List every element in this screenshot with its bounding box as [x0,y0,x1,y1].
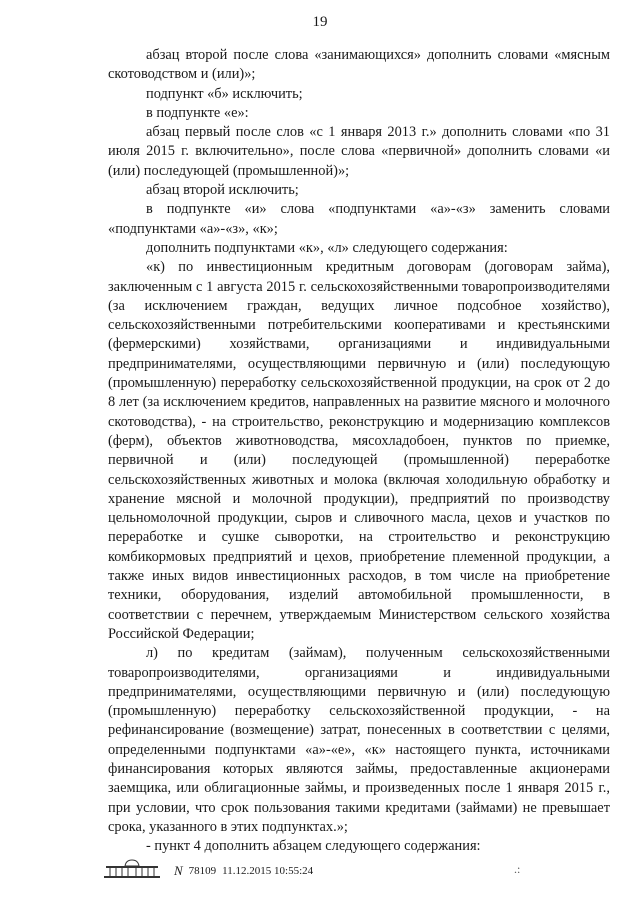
page-number: 19 [312,14,328,30]
government-building-seal-icon [102,858,162,883]
document-body [108,46,610,856]
paragraph: подпункт «б» исключить; [146,85,303,102]
paragraph: «к) по инвестиционным кредитным договорам (договорам займа), заключенным с 1 августа 2015 г. сельскохозяйственными товаропроизводителями (за исключением граждан, ведущих личное подсобное хозяйство), сельскохозяйственными потребительскими кооперативами и крестьянскими (фермерскими) хозяйствами, организациями и индивидуальными предпринимателями, осуществляющими первичную и (или) последующую (промышленную) переработку сельскохозяйственной продукции, на срок от 2 до 8 лет (за исключением кредитов, направленных на развитие мясного и молочного скотоводства), - на строительство, реконструкцию и модернизацию комплексов (ферм), объектов животноводства, мясохладобоен, пунктов по приемке, первичной и (или) последующей (промышленной) переработке сельскохозяйственных животных и молока (включая холодильную обработку и хранение мясной и молочной продукции), предприятий по производству цельномолочной продукции, сыров и сливочного масла, цехов и участков по переработке и сушке сыворотки, на строительство и реконструкцию комбикормовых предприятий и цехов, приобретение племенной продукции, а также иных видов инвестиционных расходов, в том числе на приобретение техники, оборудования, изделий автомобильной промышленности, в соответствии с перечнем, утверждаемым Министерством сельского хозяйства Российской Федерации; [108,259,610,642]
document-footer [102,858,313,883]
timestamp: 11.12.2015 10:55:24 [222,864,314,877]
stamp-mark: N [174,862,183,878]
paragraph: абзац второй после слова «занимающихся» дополнить словами «мясным скотоводством и (или)»; [108,47,610,83]
paragraph: абзац первый после слов «с 1 января 2013 г.» дополнить словами «по 31 июля 2015 г. включительно», после слова «первичной» дополнить словами «и (или) последующей (промышленной)»; [108,124,610,179]
paragraph: в подпункте «е»: [146,104,249,121]
paragraph: в подпункте «и» слова «подпунктами «а»-«з» заменить словами «подпунктами «а»-«з», «к»; [108,201,610,237]
paragraph: абзац второй исключить; [146,182,299,199]
paragraph: дополнить подпунктами «к», «л» следующего содержания: [146,239,508,256]
paragraph: л) по кредитам (займам), полученным сельскохозяйственными товаропроизводителями, организациями и индивидуальными предпринимателями, осуществляющими первичную и (или) последующую (промышленную) переработку сельскохозяйственной продукции, - на рефинансирование (возмещение) затрат, понесенных в соответствии с целями, определенными подпунктами «а»-«е», «к» настоящего пункта, источниками финансирования которых являются займы, предоставленные акционерами заемщика, или облигационные займы, и произведенных после 1 января 2015 г., при условии, что срок пользования такими кредитами (займами) не превышает срока, указанного в этих подпунктах.»; [108,645,610,835]
scan-artifact-mark: .:​ [514,862,521,876]
paragraph: - пункт 4 дополнить абзацем следующего содержания: [146,838,481,855]
document-number: 78109 [188,864,217,877]
